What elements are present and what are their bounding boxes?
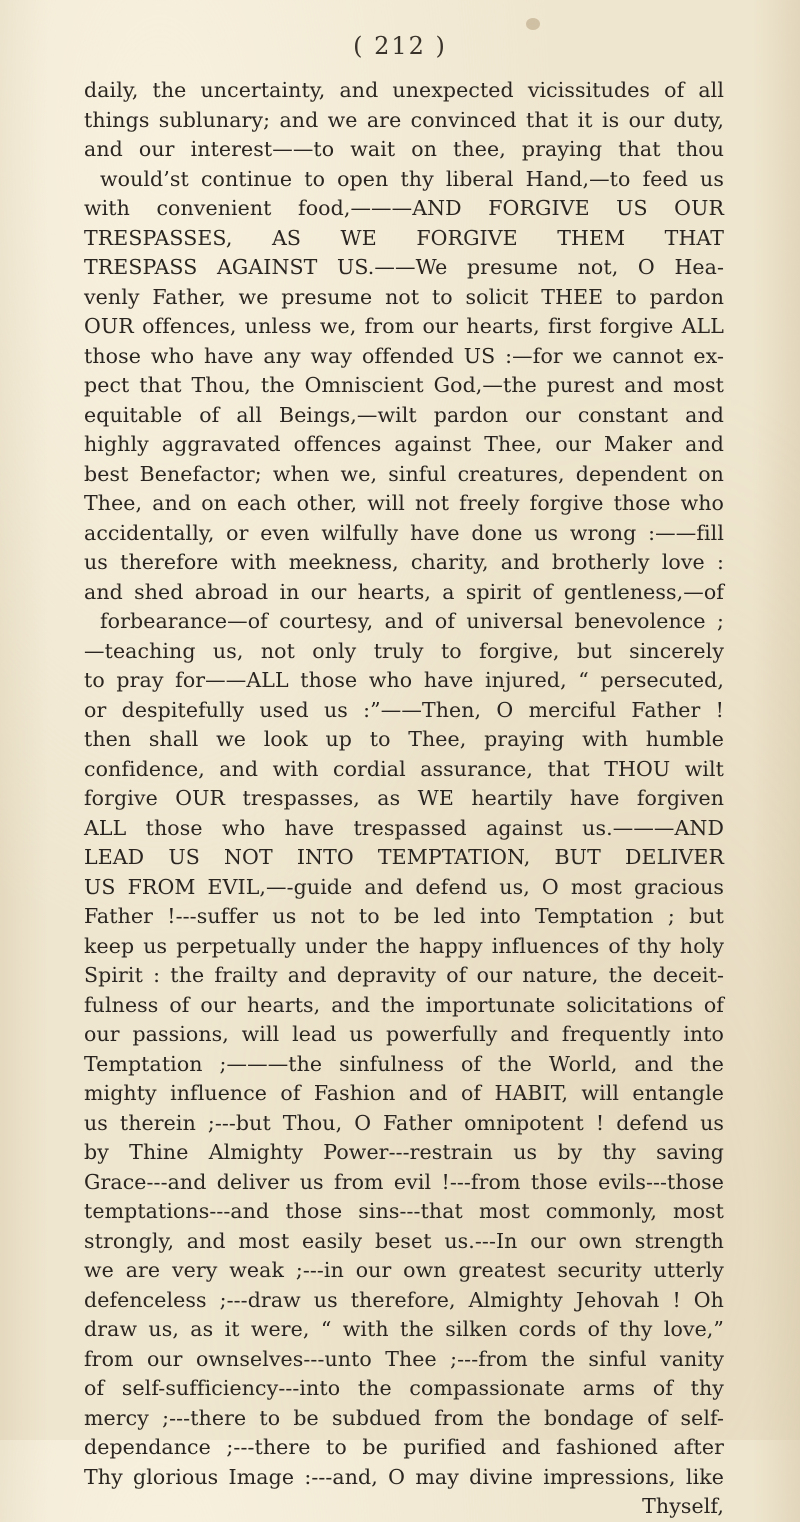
text-line: strongly, and most easily beset us.---In our own strength (84, 1228, 724, 1253)
text-line: Temptation ;———the sinfulness of the World, and the (84, 1051, 724, 1076)
text-line: or despitefully used us :”——Then, O merciful Father ! (84, 697, 724, 722)
text-line: keep us perpetually under the happy influences of thy holy (84, 933, 724, 958)
page-number: ( 212 ) (353, 32, 447, 60)
text-line: LEAD US NOT INTO TEMPTATION, BUT DELIVER (84, 845, 724, 869)
text-line: defenceless ;---draw us therefore, Almighty Jehovah ! Oh (84, 1287, 724, 1312)
text-line: forgive OUR trespasses, as WE heartily have forgiven (84, 786, 724, 810)
text-line: TRESPASSES, AS WE FORGIVE THEM THAT (84, 225, 724, 250)
text-line: US FROM EVIL,—-guide and defend us, O most gracious (84, 874, 724, 899)
text-line: then shall we look up to Thee, praying with humble (84, 727, 724, 751)
text-line: accidentally, or even wilfully have done us wrong :——fill (84, 520, 724, 545)
text-line: us therefore with meekness, charity, and brotherly love : (84, 550, 724, 574)
text-line: —teaching us, not only truly to forgive, but sincerely (84, 638, 724, 663)
text-line: from our ownselves---unto Thee ;---from the sinful vanity (84, 1346, 724, 1371)
text-line: and our interest——to wait on thee, praying that thou (84, 137, 724, 161)
text-line: by Thine Almighty Power---restrain us by thy saving (84, 1140, 724, 1164)
text-line: ALL those who have trespassed against us.———AND (84, 815, 724, 840)
text-line: Father !---suffer us not to be led into Temptation ; but (84, 904, 724, 928)
text-line: confidence, and with cordial assurance, that THOU wilt (84, 756, 724, 781)
text-line: mighty influence of Fashion and of HABIT, will entangle (84, 1081, 724, 1105)
text-line: forbearance—of courtesy, and of universal benevolence ; (100, 609, 724, 633)
text-line: and shed abroad in our hearts, a spirit of gentleness,—of (84, 579, 724, 604)
text-line: us therein ;---but Thou, O Father omnipotent ! defend us (84, 1110, 724, 1135)
text-line: venly Father, we presume not to solicit THEE to pardon (84, 284, 724, 309)
text-line: with convenient food,———AND FORGIVE US OUR (84, 196, 724, 220)
text-line: we are very weak ;---in our own greatest security utterly (84, 1258, 724, 1282)
text-line: daily, the uncertainty, and unexpected vicissitudes of all (84, 78, 724, 102)
text-line: pect that Thou, the Omniscient God,—the purest and most (84, 373, 724, 397)
text-line: Grace---and deliver us from evil !---from those evils---those (84, 1169, 724, 1194)
body-text (84, 76, 724, 1522)
text-line: Spirit : the frailty and depravity of our nature, the deceit- (84, 963, 724, 987)
text-line: best Benefactor; when we, sinful creatures, dependent on (84, 461, 724, 486)
text-line: those who have any way offended US :—for we cannot ex- (84, 343, 724, 368)
text-line: Thee, and on each other, will not freely forgive those who (84, 491, 724, 515)
paper-stain (526, 18, 540, 30)
text-line: our passions, will lead us powerfully and frequently into (84, 1022, 724, 1046)
text-line: temptations---and those sins---that most commonly, most (84, 1199, 724, 1223)
text-line: OUR offences, unless we, from our hearts, first forgive ALL (84, 314, 724, 338)
text-line: to pray for——ALL those who have injured, “ persecuted, (84, 668, 724, 692)
text-line: mercy ;---there to be subdued from the bondage of self- (84, 1405, 724, 1430)
text-line: highly aggravated offences against Thee, our Maker and (84, 432, 724, 456)
text-line: would’st continue to open thy liberal Hand,—to feed us (100, 166, 724, 191)
text-line: of self-sufficiency---into the compassionate arms of thy (84, 1376, 724, 1400)
text-line: draw us, as it were, “ with the silken cords of thy love,” (84, 1317, 724, 1341)
text-line: TRESPASS AGAINST US.——We presume not, O Hea- (84, 255, 724, 279)
catchword: Thyself, (642, 1494, 724, 1518)
text-line: equitable of all Beings,—wilt pardon our constant and (84, 402, 724, 427)
text-line: things sublunary; and we are convinced that it is our duty, (84, 107, 724, 132)
text-line: dependance ;---there to be purified and fashioned after (84, 1435, 724, 1459)
text-line: Thy glorious Image :---and, O may divine impressions, like (84, 1464, 724, 1489)
text-line: fulness of our hearts, and the importunate solicitations of (84, 992, 724, 1017)
